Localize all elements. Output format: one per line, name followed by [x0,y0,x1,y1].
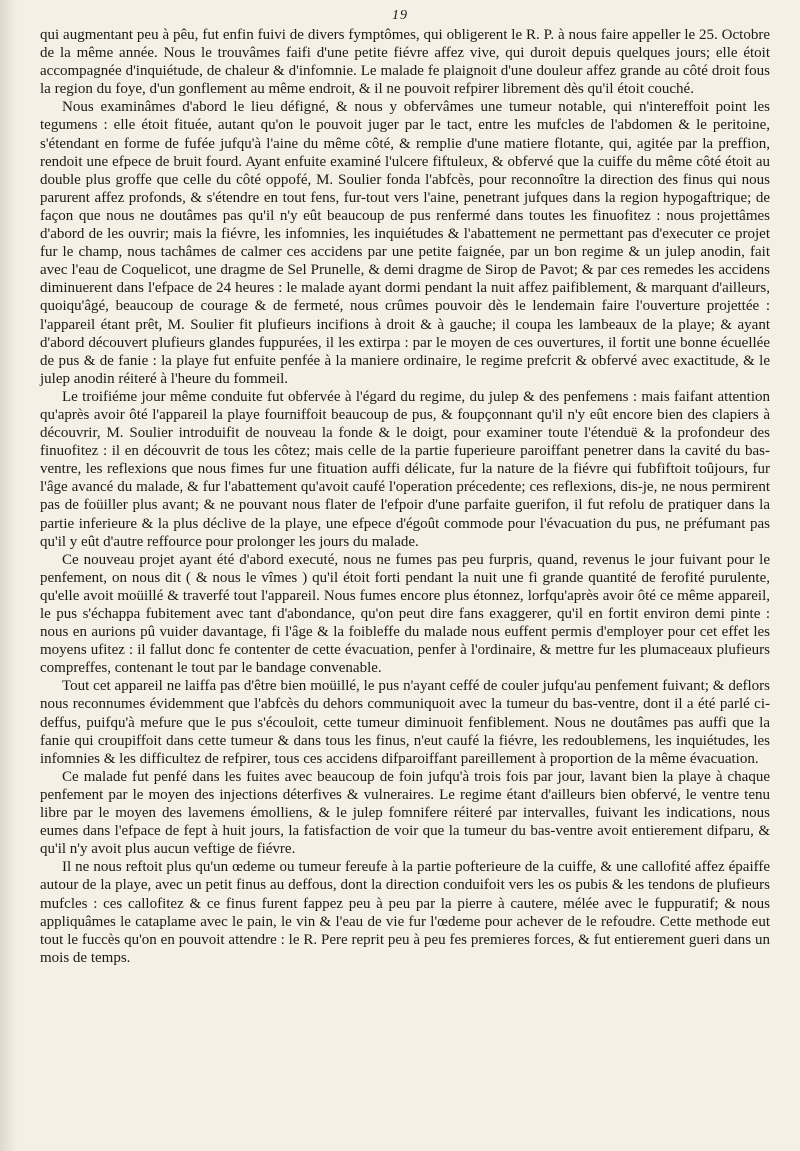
paragraph-2: Nous examinâmes d'abord le lieu défigné, & nous y obfervâmes une tumeur notable, qui n'intereffoit point les tegumens : elle étoit fituée, autant qu'on le pouvoit juger par le tact, entre les mufcles de l'abdomen & le peritoine, s'étendant en forme de fufée jufqu'à l'aine du même côté, & remplie d'une matiere flotante, qui, agitée par la preffion, rendoit une efpece de bruit fourd. Ayant enfuite examiné l'ulcere fiftuleux, & obfervé que la cuiffe du même côté étoit au double plus groffe que celle du côté oppofé, M. Soulier fonda l'abfcès, pour reconnoître la direction des finus qui nous parurent affez profonds, & s'étendre en tout fens, fur-tout vers l'aine, penetrant jufques dans la region hypogaftrique; de façon que nous ne doutâmes pas qu'il n'y eût beaucoup de pus renfermé dans toutes les finuofitez : nous projettâmes d'abord de les ouvrir; mais la fiévre, les infomnies, les inquiétudes & l'abattement ne permettant pas d'executer ce projet fur le champ, nous tachâmes de calmer ces accidens par une petite faignée, par un bon regime & un julep anodin, fait avec l'eau de Coquelicot, une dragme de Sel Prunelle, & demi dragme de Sirop de Pavot; & par ces remedes les accidens diminuerent dans l'efpace de 24 heures : le malade ayant dormi pendant la nuit affez paifiblement, & marquant d'ailleurs, quoiqu'âgé, beaucoup de courage & de fermeté, nous crûmes pouvoir dès le lendemain faire l'ouverture projettée : l'appareil étant prêt, M. Soulier fit plufieurs incifions à droit & à gauche; il coupa les lambeaux de la playe; & ayant d'abord découvert plufieurs glandes fuppurées, il les extirpa : par le moyen de ces ouvertures, il fortit une bonne écuellée de pus & de fanie : la playe fut enfuite penfée à la maniere ordinaire, le regime prefcrit & obfervé avec exactitude, & le julep anodin réiteré à l'heure du fommeil. [40,99,770,387]
paragraph-1: qui augmentant peu à pêu, fut enfin fuivi de divers fymptômes, qui obligerent le R. P. à nous faire appeller le 25. Octobre de la même année. Nous le trouvâmes faifi d'une petite fiévre affez vive, qui duroit depuis quelques jours; elle étoit accompagnée d'inquiétude, de chaleur & d'infomnie. Le malade fe plaignoit d'une douleur affez grande au côté droit fous la region du foye, d'un gonflement au même endroit, & il ne pouvoit refpirer librement dès qu'il étoit couché. [40,27,770,98]
paragraph-5: Tout cet appareil ne laiffa pas d'être bien moüillé, le pus n'ayant ceffé de couler jufqu'au penfement fuivant; & deflors nous reconnumes évidemment que l'abfcès du dehors communiquoit avec la tumeur du bas-ventre, dont il a été parlé ci-deffus, puifqu'à mefure que le pus s'écouloit, cette tumeur diminuoit fenfiblement. Nous ne doutâmes pas auffi que la fanie qui croupiffoit dans cette tumeur & dans tous les finus, n'eut caufé la fiévre, les redoublemens, les inquiétudes, les infomnies & les difficultez de refpirer, tous ces accidens difparoiffant pareillement à proportion de la même évacuation. [40,678,770,767]
paragraph-3: Le troifiéme jour même conduite fut obfervée à l'égard du regime, du julep & des penfemens : mais faifant attention qu'après avoir ôté l'appareil la playe fourniffoit beaucoup de pus, & foupçonnant qu'il n'y eût encore bien des clapiers à découvrir, M. Soulier introduifit de nouveau la fonde & le doigt, pour examiner toute l'étenduë & la profondeur des finuofitez : il en découvrit de tous les côtez; mais celle de la partie fuperieure paroiffant penetrer dans la cavité du bas-ventre, les reflexions que nous fimes fur une fituation auffi délicate, fur la nature de la fiévre qui fubfiftoit toûjours, fur l'âge avancé du malade, & fur l'abattement qu'avoit caufé l'operation précedente; ces reflexions, dis-je, ne nous permirent pas de foüiller plus avant; & ne pouvant nous flater de l'efpoir d'une parfaite guerifon, il fut refolu de pratiquer dans la partie inferieure & la plus déclive de la playe, une efpece d'égoût commode pour l'évacuation du pus, ne préfumant pas qu'il y eût d'autre reffource pour prolonger les jours du malade. [40,388,770,550]
page-number: 19 [392,8,408,23]
paragraph-7: Il ne nous reftoit plus qu'un œdeme ou tumeur fereufe à la partie pofterieure de la cuiffe, & une callofité affez épaiffe autour de la playe, avec un petit finus au deffous, dont la direction conduifoit vers les os pubis & les tendons de plufieurs mufcles : ces callofitez & ce finus furent fappez peu à peu par la pierre à cautere, mélée avec le fuppuratif; & nous appliquâmes le cataplame avec le pain, le vin & l'eau de vie fur l'œdeme pour achever de le refoudre. Cette methode eut tout le fuccès qu'on en pouvoit attendre : le R. Pere reprit peu à peu fes premieres forces, & fut entierement gueri dans un mois de temps. [40,859,770,966]
paragraph-6: Ce malade fut penfé dans les fuites avec beaucoup de foin jufqu'à trois fois par jour, lavant bien la playe à chaque penfement par le moyen des injections déterfives & vulneraires. Le regime étant d'ailleurs bien obfervé, le ventre tenu libre par le moyen des lavemens émolliens, & le julep fomnifere réiteré par intervalles, fuivant les indications, nous eumes dans l'efpace de fept à huit jours, la fatisfaction de voir que la tumeur du bas-ventre avoit entierement difparu, & qu'il n'y avoit plus aucun veftige de fiévre. [40,768,770,858]
page-gutter-shadow [0,0,18,1151]
paragraph-4: Ce nouveau projet ayant été d'abord executé, nous ne fumes pas peu furpris, quand, revenus le jour fuivant pour le penfement, on nous dit ( & nous le vîmes ) qu'il étoit forti pendant la nuit une fi grande quantité de ferofité purulente, qu'elle avoit moüillé & traverfé tout l'appareil. Nous fumes encore plus étonnez, lorfqu'après avoir ôté ce même appareil, le pus s'échappa fubitement avec tant d'abondance, qu'on peut dire fans exaggerer, qu'il en fortit environ demi pinte : nous en aurions pû vuider davantage, fi l'âge & la foibleffe du malade nous euffent permis d'employer pour cet effet les moyens ufitez : il fallut donc fe contenter de cette évacuation, penfer à l'ordinaire, & mettre fur les plumaceaux plufieurs compreffes, contenant le tout par le bandage convenable. [40,551,770,677]
body-text [40,26,770,967]
